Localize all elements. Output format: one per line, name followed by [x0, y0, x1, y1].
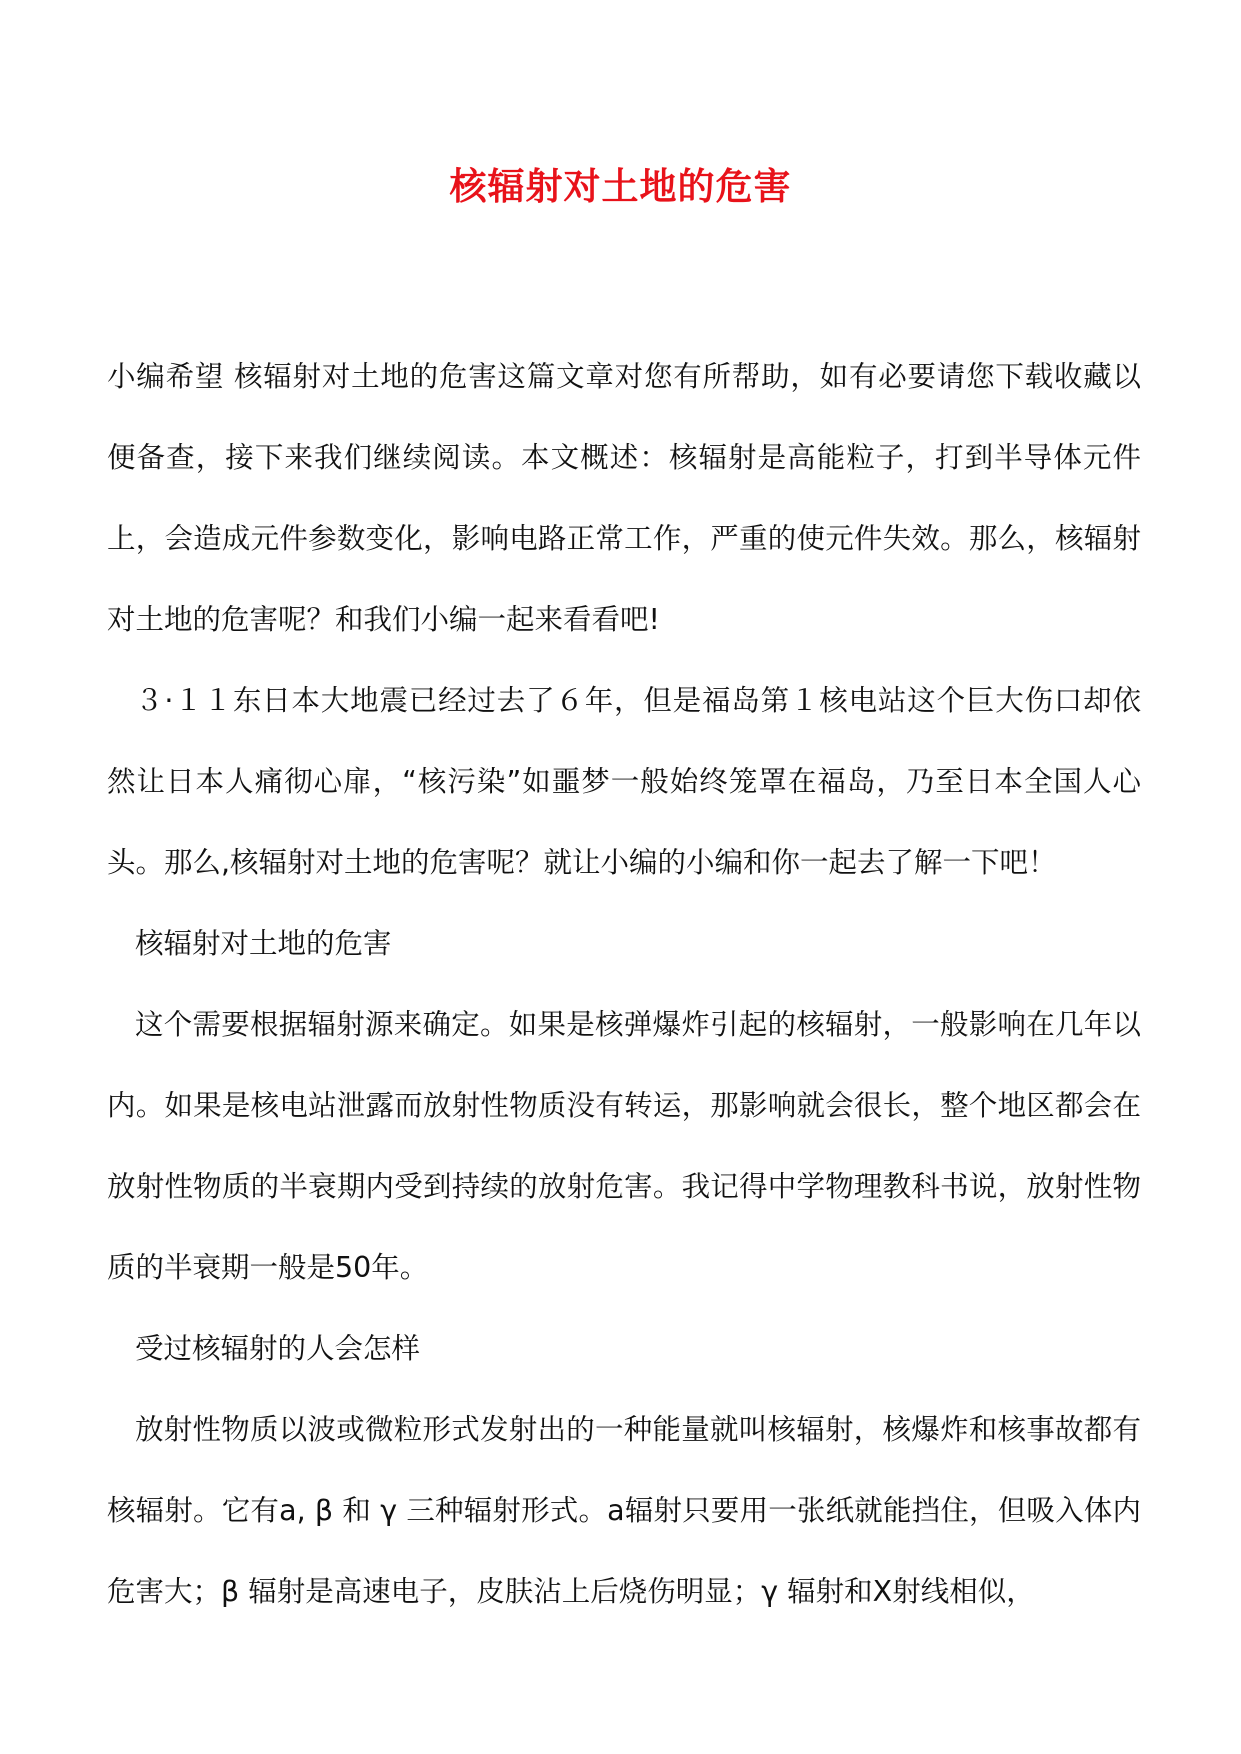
- document-body: [107, 336, 1141, 1632]
- paragraph-intro: 小编希望 核辐射对土地的危害这篇文章对您有所帮助，如有必要请您下载收藏以便备查，接下来我们继续阅读。本文概述：核辐射是高能粒子，打到半导体元件上，会造成元件参数变化，影响电路正常工作，严重的使元件失效。那么，核辐射对土地的危害呢？和我们小编一起来看看吧!: [107, 360, 1141, 636]
- paragraph-radiation-source: 这个需要根据辐射源来确定。如果是核弹爆炸引起的核辐射，一般影响在几年以内。如果是核电站泄露而放射性物质没有转运，那影响就会很长，整个地区都会在放射性物质的半衰期内受到持续的放射危害。我记得中学物理教科书说，放射性物质的半衰期一般是50年。: [107, 1008, 1141, 1284]
- section-heading-land-harm: 核辐射对土地的危害: [135, 927, 392, 960]
- section-heading-exposed-people: 受过核辐射的人会怎样: [135, 1332, 421, 1365]
- paragraph-fukushima: ３·１１东日本大地震已经过去了６年，但是福岛第１核电站这个巨大伤口却依然让日本人痛彻心扉，“核污染”如噩梦一般始终笼罩在福岛，乃至日本全国人心头。那么,核辐射对土地的危害呢？就让小编的小编和你一起去了解一下吧！: [107, 684, 1141, 879]
- document-title: 核辐射对土地的危害: [449, 164, 792, 208]
- paragraph-radiation-types: 放射性物质以波或微粒形式发射出的一种能量就叫核辐射，核爆炸和核事故都有核辐射。它有a, β 和 γ 三种辐射形式。a辐射只要用一张纸就能挡住，但吸入体内危害大；β 辐射是高速电子，皮肤沾上后烧伤明显；γ 辐射和X射线相似，: [107, 1413, 1141, 1608]
